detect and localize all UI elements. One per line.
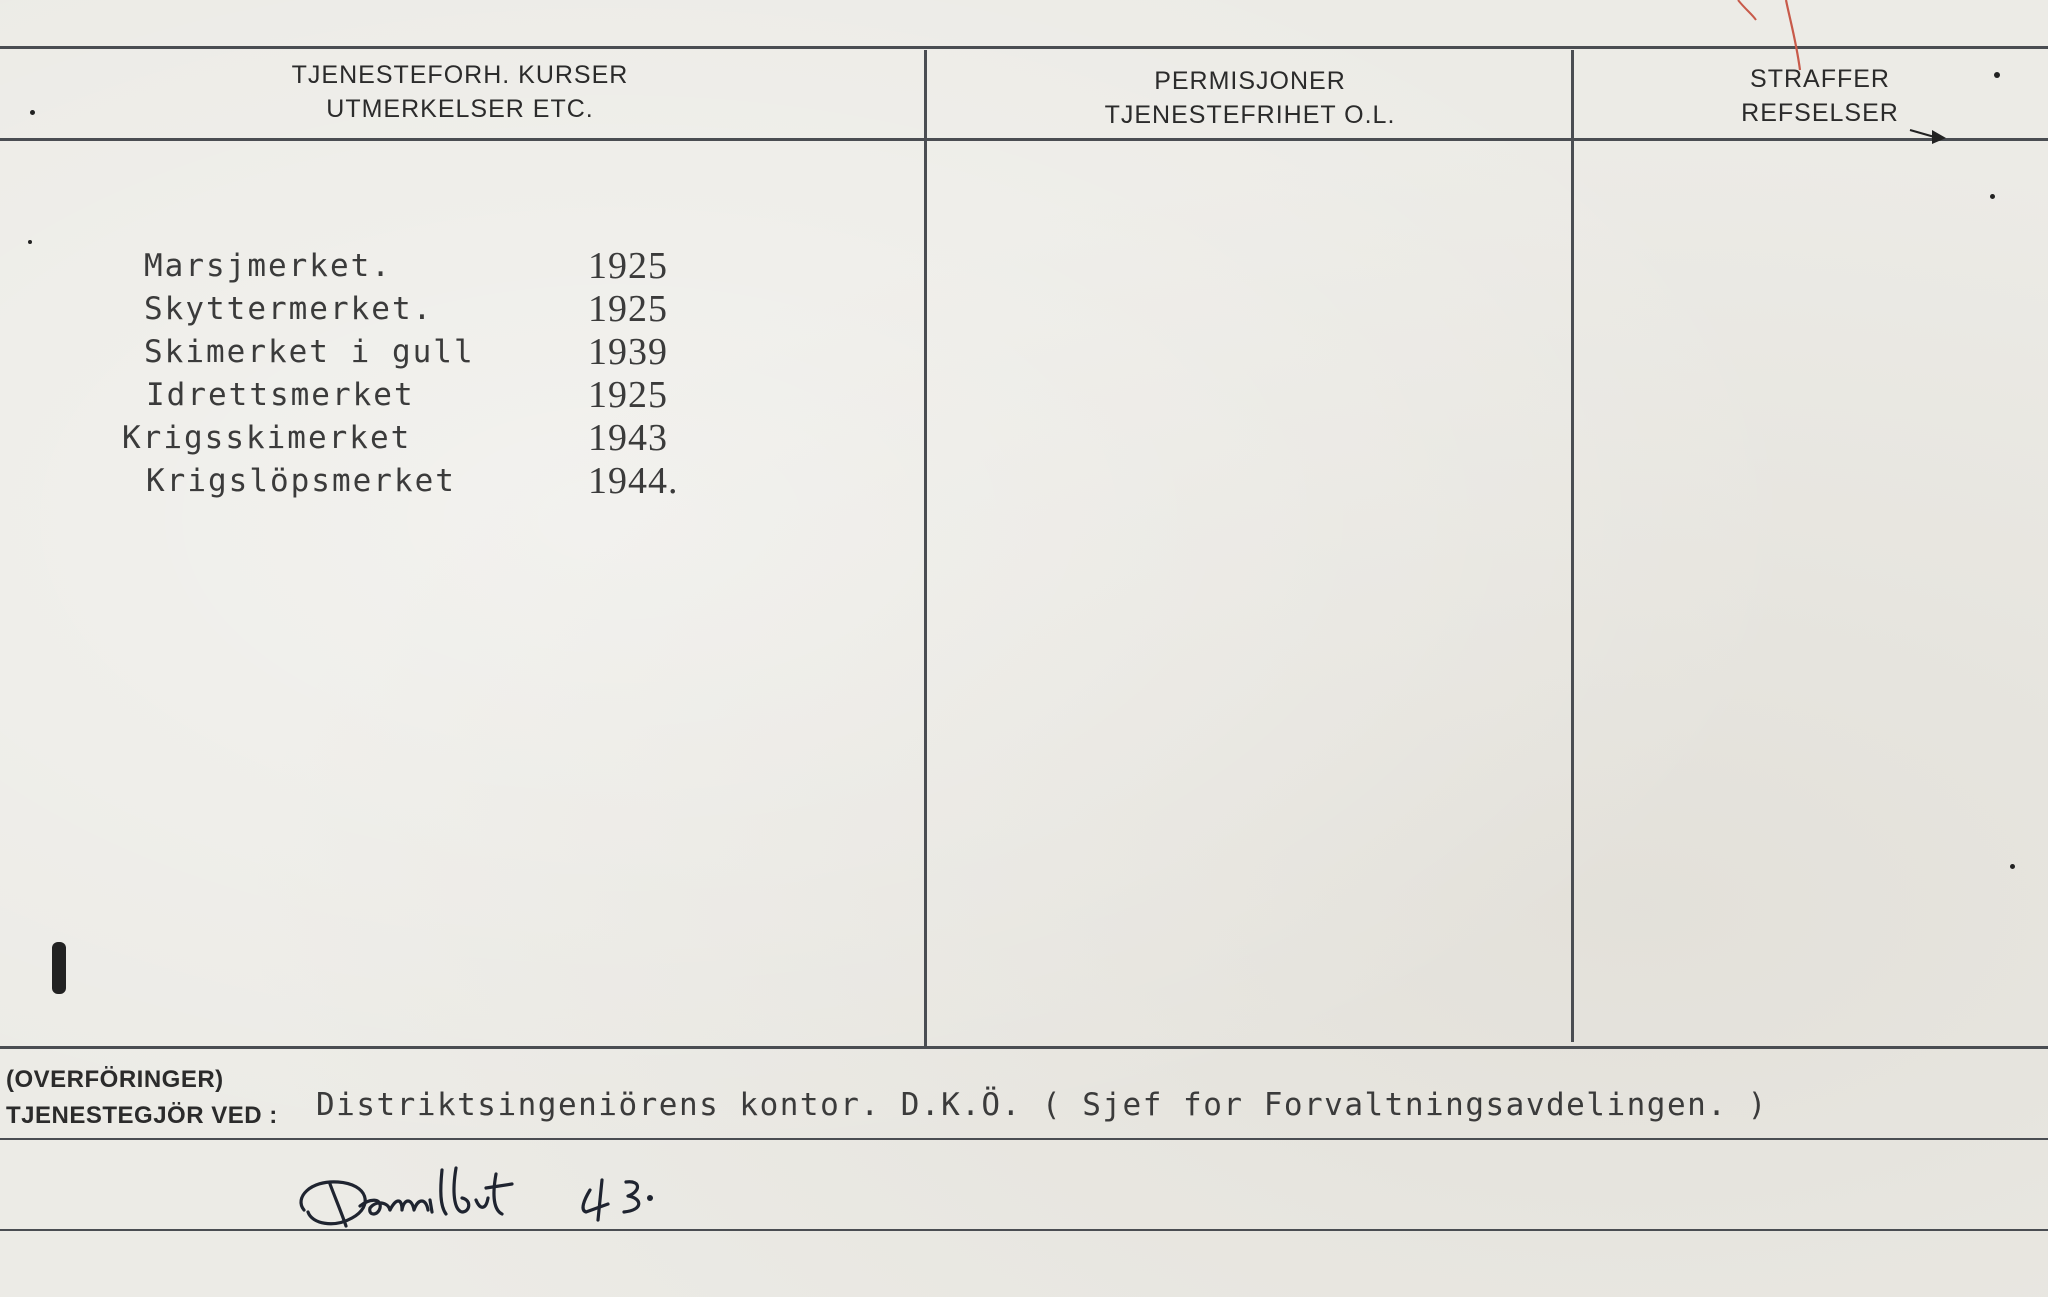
award-year: 1925	[588, 374, 668, 416]
red-pencil-mark	[1700, 0, 1820, 80]
col-divider-1	[924, 50, 927, 1046]
handwritten-note-signature	[290, 1140, 810, 1240]
award-name: Idrettsmerket	[146, 377, 415, 413]
header-col-2	[1000, 64, 1500, 132]
transfers-label: (OVERFÖRINGER)	[6, 1066, 224, 1093]
stray-mark	[28, 240, 32, 244]
stray-mark	[30, 110, 35, 115]
header-col-1-line-2: UTMERKELSER ETC.	[326, 95, 594, 123]
header-rule	[0, 138, 2048, 141]
stray-mark	[1990, 194, 1995, 199]
service-label: TJENESTEGJÖR VED :	[6, 1102, 278, 1129]
service-value: Distriktsingeniörens kontor. D.K.Ö. ( Sjef for Forvaltningsavdelingen. )	[316, 1087, 1768, 1123]
award-name: Skimerket i gull	[144, 334, 475, 370]
award-name: Skyttermerket.	[144, 291, 434, 327]
award-name: Krigsskimerket	[122, 420, 412, 456]
header-col-1-line-1: TJENESTEFORH. KURSER	[291, 61, 629, 89]
awards-list	[0, 240, 900, 520]
stray-mark	[1994, 72, 2000, 78]
col-divider-2	[1571, 50, 1574, 1042]
header-col-2-line-1: PERMISJONER	[1154, 67, 1346, 95]
award-name: Marsjmerket.	[144, 248, 392, 284]
body-bottom-rule	[0, 1046, 2048, 1049]
award-year: 1925	[588, 245, 668, 287]
header-col-3-line-1: STRAFFER	[1750, 65, 1890, 93]
award-year: 1939	[588, 331, 668, 373]
arrow-mark-icon	[1908, 124, 1948, 148]
header-col-3-line-2: REFSELSER	[1741, 99, 1899, 127]
ink-blot	[52, 942, 66, 994]
award-year: 1944.	[588, 460, 679, 502]
award-name: Krigslöpsmerket	[146, 463, 456, 499]
header-col-1	[180, 58, 740, 126]
stray-mark	[2010, 864, 2015, 869]
award-year: 1925	[588, 288, 668, 330]
header-col-2-line-2: TJENESTEFRIHET O.L.	[1104, 101, 1396, 129]
award-year: 1943	[588, 417, 668, 459]
